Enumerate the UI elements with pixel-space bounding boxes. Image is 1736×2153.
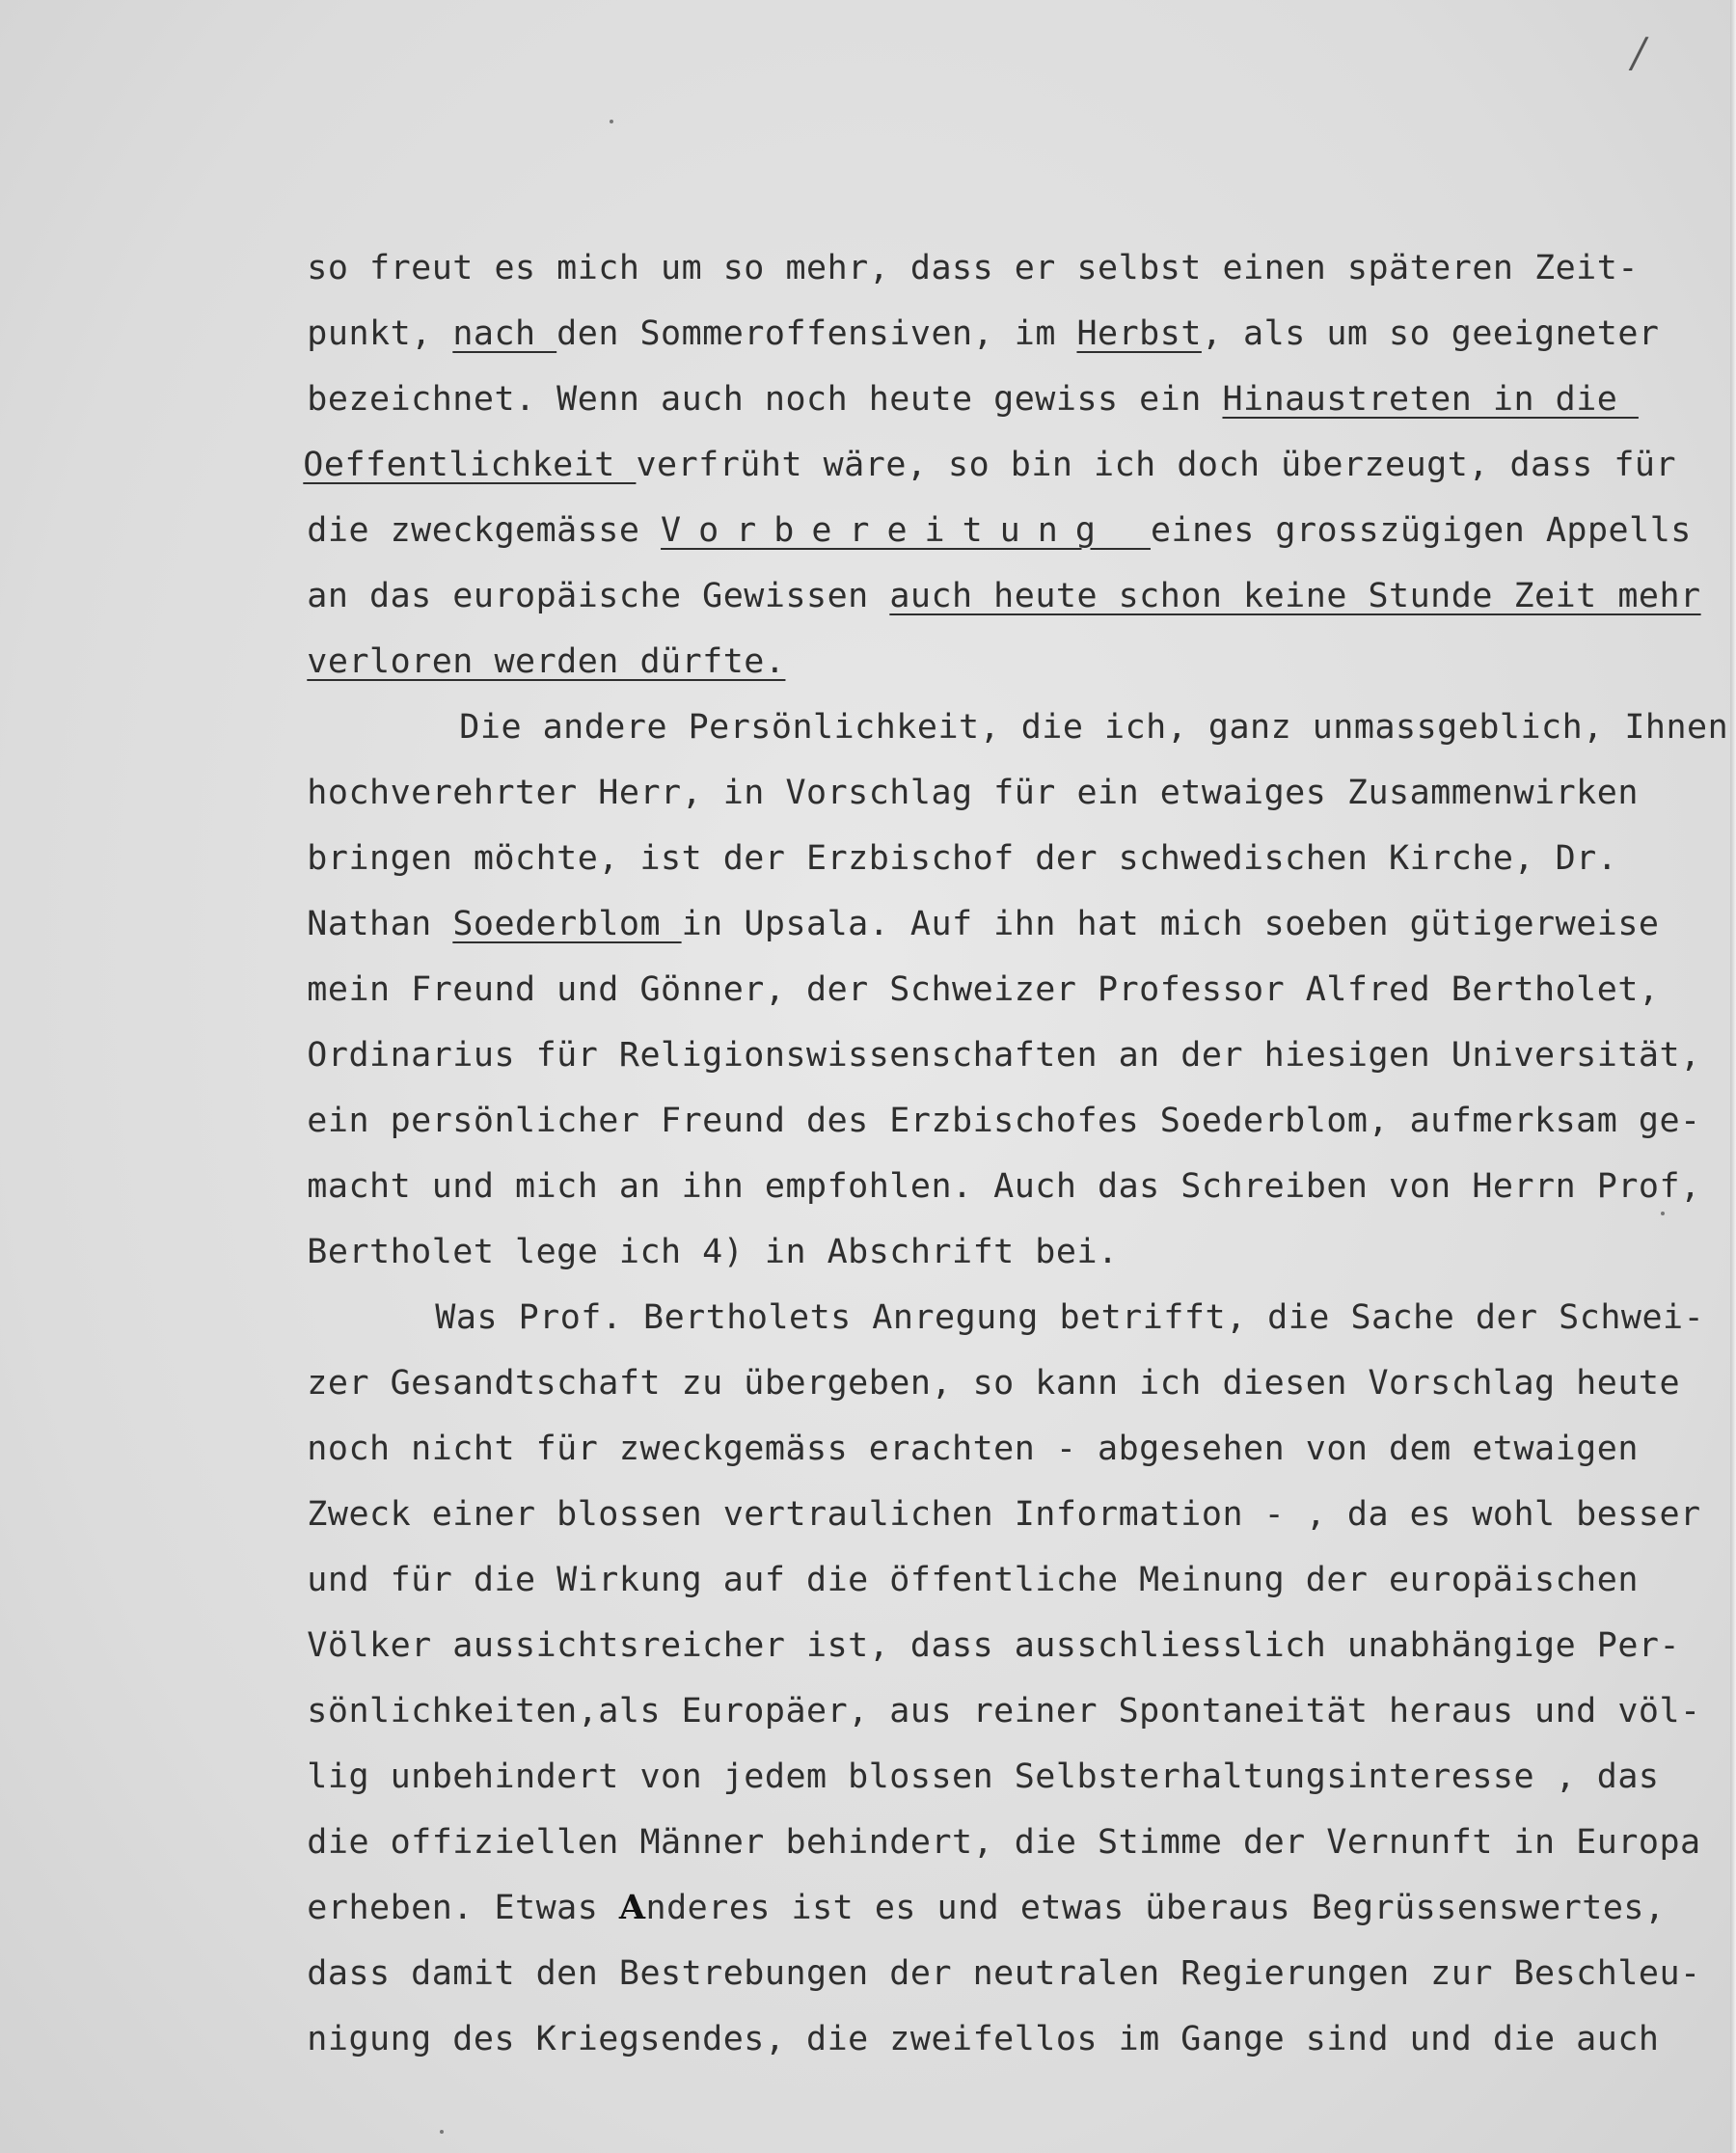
line-text: bringen möchte, ist der Erzbischof der schwedischen Kirche, Dr. bbox=[307, 839, 1618, 878]
line-text: in Upsala. Auf ihn hat mich soeben gütigerweise bbox=[681, 905, 1660, 943]
page-number: / bbox=[1632, 29, 1646, 76]
line-text: nderes ist es und etwas überaus Begrüssenswertes, bbox=[645, 1889, 1666, 1927]
line-text: sönlichkeiten,als Europäer, aus reiner Spontaneität heraus und völ- bbox=[307, 1692, 1701, 1731]
underlined-phrase: Hinaustreten in die bbox=[1222, 380, 1639, 419]
line-text: ein persönlicher Freund des Erzbischofes Soederblom, aufmerksam ge- bbox=[307, 1102, 1701, 1140]
line-text: Bertholet lege ich 4) in Abschrift bei. bbox=[307, 1233, 1119, 1271]
line-text: , als um so geeigneter bbox=[1201, 314, 1660, 353]
line-text: die zweckgemässe bbox=[307, 511, 662, 550]
line-text: hochverehrter Herr, in Vorschlag für ein etwaiges Zusammenwirken bbox=[307, 774, 1639, 812]
line-text: macht und mich an ihn empfohlen. Auch das Schreiben von Herrn Prof, bbox=[307, 1167, 1701, 1206]
line-text: punkt, bbox=[307, 314, 453, 353]
line-text: zer Gesandtschaft zu übergeben, so kann ich diesen Vorschlag heute bbox=[307, 1364, 1681, 1403]
line-text: Ordinarius für Religionswissenschaften an der hiesigen Universität, bbox=[307, 1036, 1701, 1075]
paper-speck bbox=[610, 120, 613, 123]
underlined-word: nach bbox=[452, 314, 557, 353]
line-text: nigung des Kriegsendes, die zweifellos im Gange sind und die auch bbox=[307, 2020, 1660, 2058]
line-text: noch nicht für zweckgemäss erachten - abgesehen von dem etwaigen bbox=[307, 1430, 1639, 1468]
line-text: an das europäische Gewissen bbox=[307, 577, 890, 615]
line-text: und für die Wirkung auf die öffentliche Meinung der europäischen bbox=[307, 1561, 1639, 1599]
underlined-phrase: auch heute schon keine Stunde Zeit mehr bbox=[889, 577, 1701, 615]
text-line bbox=[224, 1976, 1659, 2103]
line-text: verfrüht wäre, so bin ich doch überzeugt, dass für bbox=[636, 446, 1677, 484]
line-text: mein Freund und Gönner, der Schweizer Professor Alfred Bertholet, bbox=[307, 970, 1660, 1009]
handwritten-correction: A bbox=[618, 1888, 646, 1927]
line-text: Zweck einer blossen vertraulichen Information - , da es wohl besser bbox=[307, 1495, 1701, 1534]
line-text: dass damit den Bestrebungen der neutralen Regierungen zur Beschleu- bbox=[307, 1954, 1701, 1993]
page-edge bbox=[1730, 0, 1736, 2153]
paper-speck bbox=[440, 2130, 444, 2134]
line-text: so freut es mich um so mehr, dass er selbst einen späteren Zeit- bbox=[307, 249, 1639, 287]
line-text: Völker aussichtsreicher ist, dass ausschliesslich unabhängige Per- bbox=[307, 1626, 1681, 1665]
spaced-underlined-word: Vorbereitung bbox=[661, 511, 1151, 550]
line-text: Die andere Persönlichkeit, die ich, ganz unmassgeblich, Ihnen bbox=[459, 708, 1729, 747]
line-text: erheben. Etwas bbox=[307, 1889, 619, 1927]
underlined-phrase: verloren werden dürfte. bbox=[307, 642, 786, 681]
line-text: Nathan bbox=[307, 905, 453, 943]
underlined-word: Soederblom bbox=[452, 905, 682, 943]
line-text: eines grosszügigen Appells bbox=[1150, 511, 1692, 550]
underlined-word: Oeffentlichkeit bbox=[303, 446, 637, 484]
underlined-word: Herbst bbox=[1076, 314, 1202, 353]
line-text: bezeichnet. Wenn auch noch heute gewiss ein bbox=[307, 380, 1223, 419]
line-text: die offiziellen Männer behindert, die Stimme der Vernunft in Europa bbox=[307, 1823, 1701, 1862]
line-text: den Sommeroffensiven, im bbox=[556, 314, 1077, 353]
line-text: Was Prof. Bertholets Anregung betrifft, die Sache der Schwei- bbox=[435, 1298, 1705, 1337]
line-text: lig unbehindert von jedem blossen Selbsterhaltungsinteresse , das bbox=[307, 1758, 1660, 1796]
